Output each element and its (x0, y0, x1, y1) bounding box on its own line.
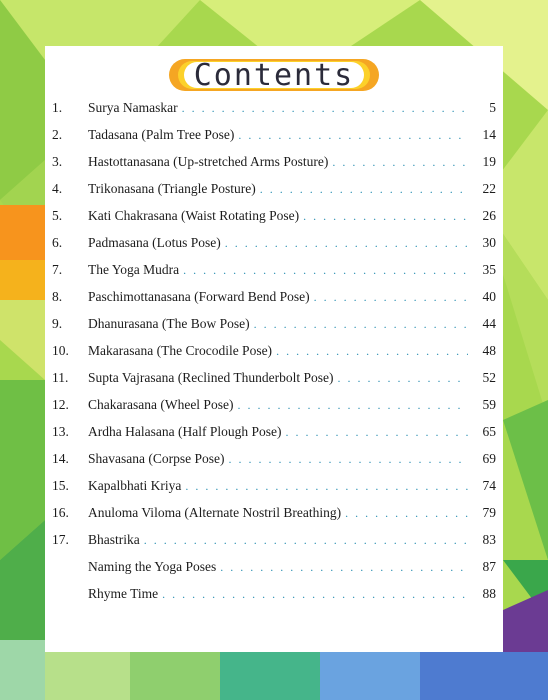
toc-entry-page: 22 (482, 181, 496, 196)
toc-entry[interactable] (45, 559, 503, 586)
dot-leader (162, 587, 468, 602)
dot-leader (332, 155, 468, 170)
toc-entry-title: Rhyme Time (88, 586, 159, 601)
contents-panel (45, 46, 503, 652)
toc-entry-number: 15. (52, 478, 69, 493)
toc-entry-number: 3. (52, 154, 63, 169)
toc-entry-page: 48 (482, 343, 496, 358)
toc-entry-number: 4. (52, 181, 63, 196)
toc-entry[interactable] (45, 289, 503, 316)
contents-title-badge (168, 58, 380, 92)
toc-entry[interactable] (45, 478, 503, 505)
toc-entry-page: 35 (482, 262, 496, 277)
toc-entry[interactable] (45, 181, 503, 208)
dot-leader (260, 182, 468, 197)
toc-entry-number: 13. (52, 424, 69, 439)
toc-entry-title: Trikonasana (Triangle Posture) (88, 181, 256, 196)
toc-entry-title: Kati Chakrasana (Waist Rotating Pose) (88, 208, 300, 223)
title-area (45, 58, 503, 94)
dot-leader (220, 560, 468, 575)
toc-entry-page: 65 (482, 424, 496, 439)
toc-entry-page: 5 (489, 100, 496, 115)
toc-entry-title: Tadasana (Palm Tree Pose) (88, 127, 235, 142)
toc-entry-number: 10. (52, 343, 69, 358)
dot-leader (337, 371, 468, 386)
toc-entry-title: Padmasana (Lotus Pose) (88, 235, 221, 250)
dot-leader (276, 344, 468, 359)
dot-leader (237, 398, 468, 413)
toc-entry[interactable] (45, 235, 503, 262)
toc-entry-title: Bhastrika (88, 532, 140, 547)
dot-leader (144, 533, 468, 548)
toc-entry-page: 87 (482, 559, 496, 574)
toc-entry[interactable] (45, 532, 503, 559)
toc-entry-title: Makarasana (The Crocodile Pose) (88, 343, 273, 358)
toc-entry-page: 30 (482, 235, 496, 250)
dot-leader (285, 425, 468, 440)
dot-leader (183, 263, 468, 278)
toc-entry[interactable] (45, 451, 503, 478)
toc-list (45, 100, 503, 613)
toc-entry-title: Naming the Yoga Poses (88, 559, 217, 574)
toc-entry[interactable] (45, 424, 503, 451)
toc-entry-number: 2. (52, 127, 63, 142)
toc-entry-title: Anuloma Viloma (Alternate Nostril Breathing) (88, 505, 342, 520)
toc-entry-number: 12. (52, 397, 69, 412)
toc-entry-title: Supta Vajrasana (Reclined Thunderbolt Pose) (88, 370, 334, 385)
toc-entry-number: 5. (52, 208, 63, 223)
toc-entry-page: 88 (482, 586, 496, 601)
toc-entry-number: 16. (52, 505, 69, 520)
toc-entry-title: The Yoga Mudra (88, 262, 180, 277)
toc-entry-title: Dhanurasana (The Bow Pose) (88, 316, 250, 331)
toc-entry-page: 26 (482, 208, 496, 223)
toc-entry-page: 40 (482, 289, 496, 304)
toc-entry-number: 9. (52, 316, 63, 331)
toc-entry[interactable] (45, 262, 503, 289)
toc-entry-title: Paschimottanasana (Forward Bend Pose) (88, 289, 310, 304)
toc-entry-page: 44 (482, 316, 496, 331)
dot-leader (238, 128, 468, 143)
toc-entry-page: 59 (482, 397, 496, 412)
toc-entry[interactable] (45, 505, 503, 532)
toc-entry[interactable] (45, 154, 503, 181)
dot-leader (303, 209, 468, 224)
toc-entry-title: Surya Namaskar (88, 100, 178, 115)
toc-entry-page: 52 (482, 370, 496, 385)
toc-entry[interactable] (45, 370, 503, 397)
toc-entry-page: 79 (482, 505, 496, 520)
dot-leader (228, 452, 468, 467)
toc-entry-page: 69 (482, 451, 496, 466)
toc-entry[interactable] (45, 208, 503, 235)
toc-entry-page: 74 (482, 478, 496, 493)
toc-entry-title: Ardha Halasana (Half Plough Pose) (88, 424, 282, 439)
dot-leader (254, 317, 468, 332)
toc-entry-page: 83 (482, 532, 496, 547)
dot-leader (345, 506, 468, 521)
toc-entry-number: 1. (52, 100, 63, 115)
toc-entry[interactable] (45, 316, 503, 343)
toc-entry-page: 19 (482, 154, 496, 169)
toc-entry-title: Kapalbhati Kriya (88, 478, 182, 493)
toc-entry-number: 17. (52, 532, 69, 547)
toc-entry-title: Hastottanasana (Up-stretched Arms Posture) (88, 154, 329, 169)
toc-entry[interactable] (45, 343, 503, 370)
toc-entry-number: 14. (52, 451, 69, 466)
toc-entry-number: 8. (52, 289, 63, 304)
toc-entry[interactable] (45, 586, 503, 613)
dot-leader (182, 101, 468, 116)
dot-leader (314, 290, 468, 305)
toc-entry[interactable] (45, 100, 503, 127)
dot-leader (185, 479, 468, 494)
toc-entry-number: 6. (52, 235, 63, 250)
toc-entry-number: 7. (52, 262, 63, 277)
toc-entry-number: 11. (52, 370, 69, 385)
toc-entry[interactable] (45, 397, 503, 424)
toc-entry-title: Shavasana (Corpse Pose) (88, 451, 225, 466)
dot-leader (225, 236, 468, 251)
toc-entry-page: 14 (482, 127, 496, 142)
page-title: Contents (193, 57, 355, 93)
toc-entry-title: Chakarasana (Wheel Pose) (88, 397, 234, 412)
toc-entry[interactable] (45, 127, 503, 154)
